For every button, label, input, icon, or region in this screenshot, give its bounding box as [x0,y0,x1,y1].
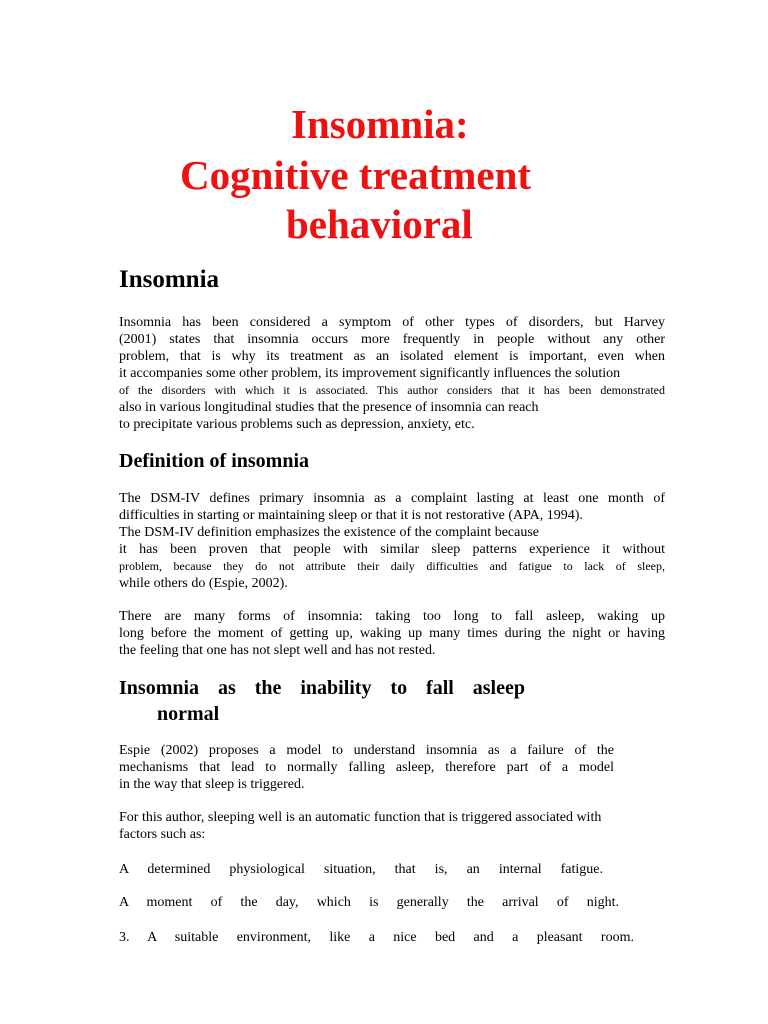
list-item: A moment of the day, which is generally the arrival of night. [119,895,619,910]
text-line: Insomnia has been considered a symptom of other types of disorders, but Harvey [119,315,665,330]
text-line: The DSM-IV defines primary insomnia as a complaint lasting at least one month of [119,491,665,506]
text-line: it accompanies some other problem, its improvement significantly influences the solution [119,366,621,381]
paragraph-definition-2 [119,608,665,659]
text-line: mechanisms that lead to normally falling asleep, therefore part of a model [119,760,614,775]
text-line: For this author, sleeping well is an automatic function that is triggered associated with [119,810,602,825]
paragraph-inability-2 [119,809,665,843]
text-line: to precipitate various problems such as depression, anxiety, etc. [119,417,475,432]
text-line: also in various longitudinal studies that the presence of insomnia can reach [119,400,539,415]
text-line: in the way that sleep is triggered. [119,777,305,792]
text-line: of the disorders with which it is associated. This author considers that it has been demonstrated [119,383,665,397]
list-item: A determined physiological situation, that is, an internal fatigue. [119,862,603,877]
text-line: (2001) states that insomnia occurs more frequently in people without any other [119,332,665,347]
text-line: long before the moment of getting up, waking up many times during the night or having [119,626,665,641]
text-line: Espie (2002) proposes a model to understand insomnia as a failure of the [119,743,614,758]
section-heading-definition: Definition of insomnia [119,450,310,472]
paragraph-insomnia [119,314,665,433]
text-line: factors such as: [119,827,206,842]
text-line: the feeling that one has not slept well and has not rested. [119,643,436,658]
title-line-3: behavioral [286,201,473,247]
text-line: There are many forms of insomnia: taking too long to fall asleep, waking up [119,609,665,624]
text-line: problem, because they do not attribute their daily difficulties and fatigue to lack of sleep, [119,559,665,573]
title-line-2: Cognitive treatment [180,152,532,198]
text-line: difficulties in starting or maintaining sleep or that it is not restorative (APA, 1994). [119,508,583,523]
text-line: problem, that is why its treatment as an isolated element is important, even when [119,349,665,364]
section-heading-inability-cont: normal [157,703,220,725]
section-heading-inability: Insomnia as the inability to fall asleep [119,677,525,699]
paragraph-definition-1 [119,490,665,592]
text-line: while others do (Espie, 2002). [119,576,288,591]
list-item: 3. A suitable environment, like a nice bed and a pleasant room. [119,930,634,945]
paragraph-inability-1 [119,742,614,793]
text-line: it has been proven that people with similar sleep patterns experience it without [119,542,665,557]
title-line-1: Insomnia: [291,101,469,147]
text-line: The DSM-IV definition emphasizes the existence of the complaint because [119,525,539,540]
section-heading-insomnia: Insomnia [119,266,220,293]
